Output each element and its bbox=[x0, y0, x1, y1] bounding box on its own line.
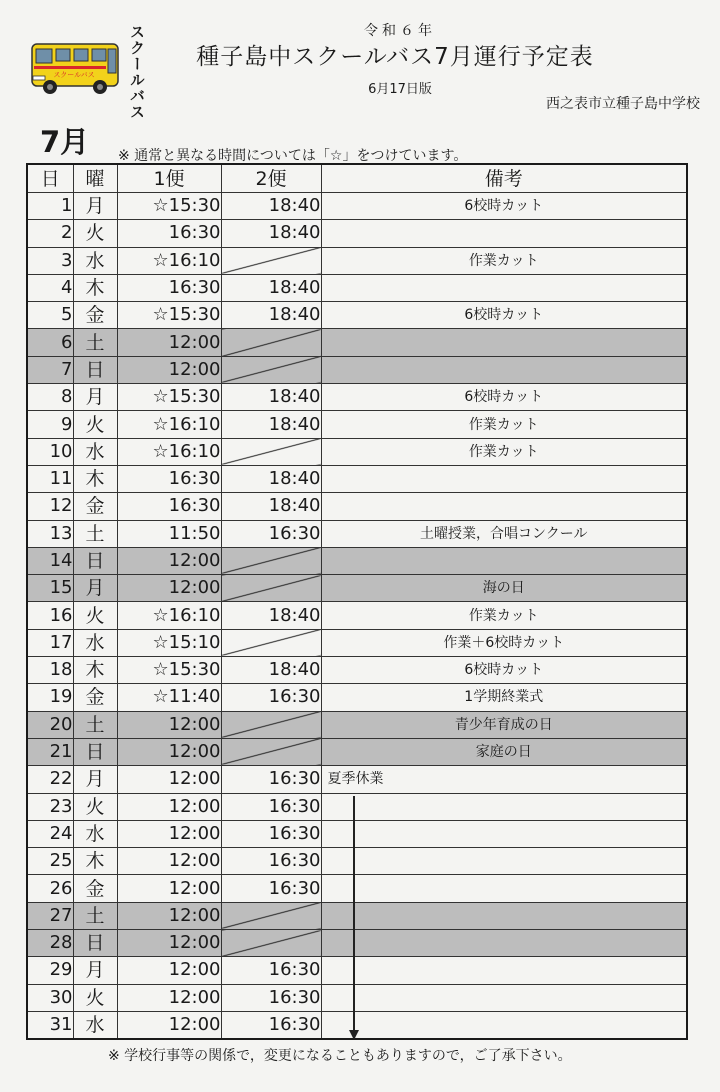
first-bus-cell: 11:50 bbox=[117, 520, 221, 547]
weekday-cell: 土 bbox=[73, 329, 117, 356]
table-row bbox=[27, 820, 687, 847]
second-bus-cell bbox=[221, 930, 321, 957]
era-year: 令和６年 bbox=[364, 23, 436, 39]
day-cell: 14 bbox=[27, 547, 73, 574]
table-row bbox=[27, 793, 687, 820]
second-bus-cell: 18:40 bbox=[221, 274, 321, 301]
second-bus-cell: 18:40 bbox=[221, 657, 321, 684]
day-cell: 18 bbox=[27, 657, 73, 684]
first-bus-cell: 16:30 bbox=[117, 274, 221, 301]
first-bus-cell: 12:00 bbox=[117, 738, 221, 765]
weekday-cell: 月 bbox=[73, 957, 117, 984]
remarks-cell bbox=[321, 820, 687, 847]
second-bus-cell: 18:40 bbox=[221, 193, 321, 220]
day-cell: 15 bbox=[27, 575, 73, 602]
remarks-cell: 1学期終業式 bbox=[321, 684, 687, 711]
first-bus-cell: 12:00 bbox=[117, 875, 221, 902]
day-cell: 24 bbox=[27, 820, 73, 847]
table-row bbox=[27, 547, 687, 574]
second-bus-cell: 18:40 bbox=[221, 493, 321, 520]
weekday-cell: 月 bbox=[73, 384, 117, 411]
remarks-cell: 土曜授業，合唱コンクール bbox=[321, 520, 687, 547]
table-row bbox=[27, 193, 687, 220]
remarks-cell: 作業カット bbox=[321, 247, 687, 274]
day-cell: 19 bbox=[27, 684, 73, 711]
first-bus-cell: 12:00 bbox=[117, 547, 221, 574]
first-bus-cell: ☆15:30 bbox=[117, 657, 221, 684]
remarks-cell bbox=[321, 984, 687, 1011]
day-cell: 20 bbox=[27, 711, 73, 738]
weekday-cell: 日 bbox=[73, 356, 117, 383]
first-bus-cell: 12:00 bbox=[117, 329, 221, 356]
first-bus-cell: ☆16:10 bbox=[117, 247, 221, 274]
table-row bbox=[27, 957, 687, 984]
weekday-cell: 金 bbox=[73, 875, 117, 902]
day-cell: 10 bbox=[27, 438, 73, 465]
remarks-cell: 作業＋6校時カット bbox=[321, 629, 687, 656]
header-second-bus: 2便 bbox=[221, 164, 321, 193]
second-bus-cell: 16:30 bbox=[221, 793, 321, 820]
remarks-cell: 6校時カット bbox=[321, 193, 687, 220]
weekday-cell: 金 bbox=[73, 493, 117, 520]
first-bus-cell: 16:30 bbox=[117, 465, 221, 492]
first-bus-cell: 12:00 bbox=[117, 902, 221, 929]
day-cell: 12 bbox=[27, 493, 73, 520]
second-bus-cell: 16:30 bbox=[221, 1011, 321, 1039]
remarks-cell bbox=[321, 329, 687, 356]
second-bus-cell: 16:30 bbox=[221, 984, 321, 1011]
first-bus-cell: 12:00 bbox=[117, 984, 221, 1011]
day-cell: 16 bbox=[27, 602, 73, 629]
remarks-cell bbox=[321, 220, 687, 247]
weekday-cell: 水 bbox=[73, 438, 117, 465]
footer-note: ※ 学校行事等の関係で，変更になることもありますので，ご了承下さい。 bbox=[108, 1048, 572, 1064]
table-row bbox=[27, 684, 687, 711]
table-row bbox=[27, 902, 687, 929]
month-label: 7月 bbox=[40, 125, 90, 159]
first-bus-cell: 12:00 bbox=[117, 766, 221, 793]
remarks-cell: 作業カット bbox=[321, 411, 687, 438]
table-row bbox=[27, 848, 687, 875]
weekday-cell: 水 bbox=[73, 629, 117, 656]
first-bus-cell: ☆16:10 bbox=[117, 438, 221, 465]
second-bus-cell: 18:40 bbox=[221, 384, 321, 411]
table-row bbox=[27, 602, 687, 629]
table-row bbox=[27, 711, 687, 738]
day-cell: 6 bbox=[27, 329, 73, 356]
remarks-cell bbox=[321, 356, 687, 383]
remarks-cell: 青少年育成の日 bbox=[321, 711, 687, 738]
remarks-cell bbox=[321, 465, 687, 492]
day-cell: 26 bbox=[27, 875, 73, 902]
remarks-cell bbox=[321, 793, 687, 820]
first-bus-cell: 12:00 bbox=[117, 957, 221, 984]
bus-side-text: スクールバス bbox=[53, 71, 95, 79]
day-cell: 3 bbox=[27, 247, 73, 274]
day-cell: 2 bbox=[27, 220, 73, 247]
edition-label: 6月17日版 bbox=[368, 82, 432, 97]
remarks-cell: 6校時カット bbox=[321, 302, 687, 329]
header-remarks: 備考 bbox=[321, 164, 687, 193]
remarks-cell bbox=[321, 547, 687, 574]
table-row bbox=[27, 984, 687, 1011]
school-name: 西之表市立種子島中学校 bbox=[546, 96, 700, 112]
second-bus-cell bbox=[221, 438, 321, 465]
down-arrow-icon bbox=[353, 796, 355, 1032]
first-bus-cell: ☆15:30 bbox=[117, 302, 221, 329]
weekday-cell: 木 bbox=[73, 657, 117, 684]
second-bus-cell: 16:30 bbox=[221, 957, 321, 984]
day-cell: 13 bbox=[27, 520, 73, 547]
second-bus-cell: 16:30 bbox=[221, 848, 321, 875]
day-cell: 4 bbox=[27, 274, 73, 301]
remarks-cell bbox=[321, 957, 687, 984]
table-row bbox=[27, 247, 687, 274]
table-row bbox=[27, 438, 687, 465]
day-cell: 30 bbox=[27, 984, 73, 1011]
table-row bbox=[27, 274, 687, 301]
weekday-cell: 土 bbox=[73, 711, 117, 738]
remarks-cell: 作業カット bbox=[321, 602, 687, 629]
second-bus-cell bbox=[221, 575, 321, 602]
arrow-head-icon bbox=[349, 1030, 359, 1040]
second-bus-cell: 18:40 bbox=[221, 302, 321, 329]
remarks-cell: 夏季休業 bbox=[321, 766, 687, 793]
first-bus-cell: ☆16:10 bbox=[117, 411, 221, 438]
table-row bbox=[27, 629, 687, 656]
remarks-cell bbox=[321, 930, 687, 957]
header-weekday: 曜 bbox=[73, 164, 117, 193]
first-bus-cell: 16:30 bbox=[117, 493, 221, 520]
second-bus-cell: 18:40 bbox=[221, 465, 321, 492]
second-bus-cell: 16:30 bbox=[221, 820, 321, 847]
weekday-cell: 水 bbox=[73, 1011, 117, 1039]
first-bus-cell: ☆15:30 bbox=[117, 384, 221, 411]
second-bus-cell bbox=[221, 902, 321, 929]
remarks-cell bbox=[321, 875, 687, 902]
second-bus-cell bbox=[221, 738, 321, 765]
table-row bbox=[27, 930, 687, 957]
remarks-cell bbox=[321, 274, 687, 301]
day-cell: 17 bbox=[27, 629, 73, 656]
remarks-cell bbox=[321, 848, 687, 875]
weekday-cell: 火 bbox=[73, 220, 117, 247]
second-bus-cell bbox=[221, 547, 321, 574]
weekday-cell: 火 bbox=[73, 602, 117, 629]
remarks-cell bbox=[321, 902, 687, 929]
header-day: 日 bbox=[27, 164, 73, 193]
day-cell: 9 bbox=[27, 411, 73, 438]
day-cell: 31 bbox=[27, 1011, 73, 1039]
weekday-cell: 金 bbox=[73, 302, 117, 329]
page-title: 種子島中スクールバス7月運行予定表 bbox=[196, 44, 594, 70]
day-cell: 23 bbox=[27, 793, 73, 820]
weekday-cell: 金 bbox=[73, 684, 117, 711]
first-bus-cell: 12:00 bbox=[117, 848, 221, 875]
remarks-cell: 6校時カット bbox=[321, 657, 687, 684]
table-header-row bbox=[27, 164, 687, 193]
second-bus-cell: 18:40 bbox=[221, 602, 321, 629]
weekday-cell: 水 bbox=[73, 820, 117, 847]
first-bus-cell: ☆11:40 bbox=[117, 684, 221, 711]
second-bus-cell: 16:30 bbox=[221, 520, 321, 547]
weekday-cell: 土 bbox=[73, 902, 117, 929]
remarks-cell: 家庭の日 bbox=[321, 738, 687, 765]
table-row bbox=[27, 356, 687, 383]
table-row bbox=[27, 575, 687, 602]
weekday-cell: 木 bbox=[73, 465, 117, 492]
first-bus-cell: 12:00 bbox=[117, 930, 221, 957]
day-cell: 8 bbox=[27, 384, 73, 411]
weekday-cell: 土 bbox=[73, 520, 117, 547]
table-row bbox=[27, 657, 687, 684]
first-bus-cell: 16:30 bbox=[117, 220, 221, 247]
table-row bbox=[27, 875, 687, 902]
remarks-cell: 6校時カット bbox=[321, 384, 687, 411]
star-note: ※ 通常と異なる時間については「☆」をつけています。 bbox=[118, 148, 468, 164]
weekday-cell: 月 bbox=[73, 575, 117, 602]
table-row bbox=[27, 411, 687, 438]
day-cell: 27 bbox=[27, 902, 73, 929]
weekday-cell: 日 bbox=[73, 738, 117, 765]
day-cell: 28 bbox=[27, 930, 73, 957]
second-bus-cell bbox=[221, 329, 321, 356]
weekday-cell: 木 bbox=[73, 848, 117, 875]
day-cell: 11 bbox=[27, 465, 73, 492]
weekday-cell: 火 bbox=[73, 411, 117, 438]
first-bus-cell: ☆15:10 bbox=[117, 629, 221, 656]
remarks-cell: 海の日 bbox=[321, 575, 687, 602]
day-cell: 5 bbox=[27, 302, 73, 329]
first-bus-cell: 12:00 bbox=[117, 793, 221, 820]
table-row bbox=[27, 220, 687, 247]
first-bus-cell: 12:00 bbox=[117, 1011, 221, 1039]
first-bus-cell: 12:00 bbox=[117, 356, 221, 383]
first-bus-cell: 12:00 bbox=[117, 820, 221, 847]
second-bus-cell bbox=[221, 356, 321, 383]
weekday-cell: 火 bbox=[73, 793, 117, 820]
bus-vertical-text: スクールバス bbox=[128, 24, 146, 120]
remarks-cell: 作業カット bbox=[321, 438, 687, 465]
weekday-cell: 木 bbox=[73, 274, 117, 301]
day-cell: 22 bbox=[27, 766, 73, 793]
day-cell: 7 bbox=[27, 356, 73, 383]
table-row bbox=[27, 302, 687, 329]
second-bus-cell bbox=[221, 629, 321, 656]
table-row bbox=[27, 766, 687, 793]
second-bus-cell: 18:40 bbox=[221, 220, 321, 247]
day-cell: 29 bbox=[27, 957, 73, 984]
weekday-cell: 火 bbox=[73, 984, 117, 1011]
second-bus-cell: 16:30 bbox=[221, 875, 321, 902]
weekday-cell: 水 bbox=[73, 247, 117, 274]
table-row bbox=[27, 465, 687, 492]
second-bus-cell bbox=[221, 711, 321, 738]
table-row bbox=[27, 384, 687, 411]
day-cell: 25 bbox=[27, 848, 73, 875]
remarks-cell bbox=[321, 1011, 687, 1039]
second-bus-cell: 18:40 bbox=[221, 411, 321, 438]
first-bus-cell: ☆15:30 bbox=[117, 193, 221, 220]
remarks-cell bbox=[321, 493, 687, 520]
second-bus-cell: 16:30 bbox=[221, 766, 321, 793]
table-row bbox=[27, 329, 687, 356]
table-row bbox=[27, 493, 687, 520]
weekday-cell: 月 bbox=[73, 193, 117, 220]
school-bus-icon bbox=[30, 38, 122, 98]
table-row bbox=[27, 738, 687, 765]
schedule-table bbox=[26, 163, 688, 1040]
table-row bbox=[27, 520, 687, 547]
weekday-cell: 日 bbox=[73, 930, 117, 957]
first-bus-cell: 12:00 bbox=[117, 575, 221, 602]
day-cell: 21 bbox=[27, 738, 73, 765]
day-cell: 1 bbox=[27, 193, 73, 220]
header-first-bus: 1便 bbox=[117, 164, 221, 193]
first-bus-cell: 12:00 bbox=[117, 711, 221, 738]
weekday-cell: 日 bbox=[73, 547, 117, 574]
second-bus-cell bbox=[221, 247, 321, 274]
second-bus-cell: 16:30 bbox=[221, 684, 321, 711]
weekday-cell: 月 bbox=[73, 766, 117, 793]
first-bus-cell: ☆16:10 bbox=[117, 602, 221, 629]
